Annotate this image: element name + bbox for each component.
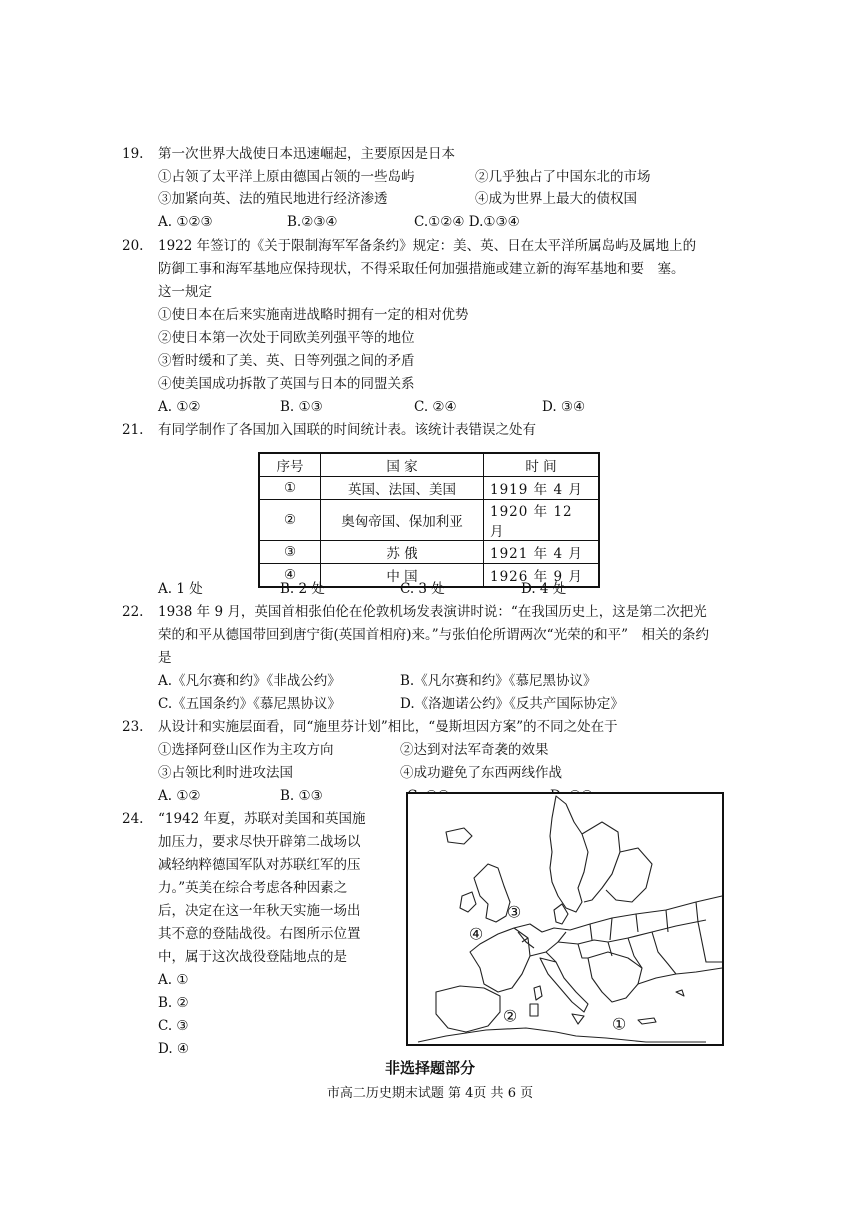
q24-option-a: A. ① bbox=[158, 972, 189, 988]
table-header: 国 家 bbox=[321, 453, 484, 477]
q24-stem-line-3: 减轻纳粹德国军队对苏联红军的压 bbox=[158, 857, 361, 873]
table-row bbox=[259, 500, 599, 541]
q24-stem-line-6: 其不意的登陆战役。右图所示位置 bbox=[158, 926, 361, 942]
table-header: 时 间 bbox=[484, 453, 600, 477]
q20-option-b: B. ①③ bbox=[280, 399, 323, 415]
q22-number: 22. bbox=[122, 604, 144, 620]
q20-stem-line-1: 1922 年签订的《关于限制海军军备条约》规定：美、英、日在太平洋所属岛屿及属地上的 bbox=[158, 238, 697, 254]
q21-number: 21. bbox=[122, 422, 144, 438]
q22-option-b: B.《凡尔赛和约》《慕尼黑协议》 bbox=[400, 673, 597, 689]
table-cell: 奥匈帝国、保加利亚 bbox=[321, 500, 484, 541]
table-cell: 苏 俄 bbox=[321, 541, 484, 564]
map-marker-3: ③ bbox=[506, 902, 522, 922]
q19-statement-4: ④成为世界上最大的债权国 bbox=[475, 191, 637, 207]
q21-option-c: C. 3 处 bbox=[400, 581, 445, 597]
q20-option-d: D. ③④ bbox=[542, 399, 586, 415]
q19-option-b: B.②③④ bbox=[287, 214, 338, 230]
q20-number: 20. bbox=[122, 238, 144, 254]
q20-option-c: C. ②④ bbox=[414, 399, 457, 415]
q20-option-a: A. ①② bbox=[158, 399, 201, 415]
q24-stem-line-4: 力。”英美在综合考虑各种因素之 bbox=[158, 880, 348, 896]
q19-number: 19. bbox=[122, 146, 144, 162]
map-marker-4: ④ bbox=[468, 924, 484, 944]
table-cell: 1921 年 4 月 bbox=[484, 541, 600, 564]
section-title: 非选择题部分 bbox=[384, 1059, 475, 1077]
table-cell: 中 国 bbox=[321, 564, 484, 588]
q20-statement-1: ①使日本在后来实施南进战略时拥有一定的相对优势 bbox=[158, 307, 469, 323]
q22-stem-line-3: 是 bbox=[158, 650, 172, 666]
q23-number: 23. bbox=[122, 719, 144, 735]
table-cell: ① bbox=[259, 477, 321, 500]
table-header: 序号 bbox=[259, 453, 321, 477]
q23-stem: 从设计和实施层面看，同“施里芬计划”相比，“曼斯坦因方案”的不同之处在于 bbox=[158, 719, 618, 735]
q19-statement-2: ②几乎独占了中国东北的市场 bbox=[475, 169, 651, 185]
q24-option-c: C. ③ bbox=[158, 1018, 189, 1034]
q19-option-cd: C.①②④ D.①③④ bbox=[414, 214, 520, 230]
q22-stem-line-2: 荣的和平从德国带回到唐宁街(英国首相府)来。”与张伯伦所谓两次“光荣的和平” 相关的条约 bbox=[158, 627, 709, 643]
q23-statement-1: ①选择阿登山区作为主攻方向 bbox=[158, 742, 334, 758]
q23-option-a: A. ①② bbox=[158, 788, 201, 804]
q24-option-d: D. ④ bbox=[158, 1041, 190, 1057]
q22-option-a: A.《凡尔赛和约》《非战公约》 bbox=[158, 673, 341, 689]
q24-stem-line-5: 后，决定在这一年秋天实施一场出 bbox=[158, 903, 361, 919]
map-marker-1: ① bbox=[611, 1014, 627, 1034]
table-row bbox=[259, 477, 599, 500]
table-cell: ② bbox=[259, 500, 321, 541]
q24-stem-line-2: 加压力，要求尽快开辟第二战场以 bbox=[158, 834, 361, 850]
q24-option-b: B. ② bbox=[158, 995, 189, 1011]
q21-option-d: D. 4 处 bbox=[521, 581, 567, 597]
q21-option-a: A. 1 处 bbox=[158, 581, 203, 597]
q23-statement-3: ③占领比利时进攻法国 bbox=[158, 765, 293, 781]
table-row bbox=[259, 541, 599, 564]
q21-option-b: B. 2 处 bbox=[280, 581, 325, 597]
q20-stem-line-3: 这一规定 bbox=[158, 284, 212, 300]
q21-stem: 有同学制作了各国加入国联的时间统计表。该统计表错误之处有 bbox=[158, 422, 536, 438]
q19-statement-1: ①占领了太平洋上原由德国占领的一些岛屿 bbox=[158, 169, 415, 185]
table-cell: ③ bbox=[259, 541, 321, 564]
q20-statement-2: ②使日本第一次处于同欧美列强平等的地位 bbox=[158, 330, 415, 346]
q22-option-d: D.《洛迦诺公约》《反共产国际协定》 bbox=[400, 696, 624, 712]
table-header-row bbox=[259, 453, 599, 477]
q24-stem-line-7: 中，属于这次战役登陆地点的是 bbox=[158, 949, 347, 965]
q20-statement-4: ④使美国成功拆散了英国与日本的同盟关系 bbox=[158, 376, 415, 392]
league-membership-table bbox=[258, 452, 600, 588]
table-cell: 1920 年 12 月 bbox=[484, 500, 600, 541]
q22-stem-line-1: 1938 年 9 月，英国首相张伯伦在伦敦机场发表演讲时说：“在我国历史上，这是第二次把光 bbox=[158, 604, 707, 620]
map-marker-2: ② bbox=[502, 1006, 518, 1026]
q24-number: 24. bbox=[122, 811, 144, 827]
q20-statement-3: ③暂时缓和了美、英、日等列强之间的矛盾 bbox=[158, 353, 415, 369]
q22-option-c: C.《五国条约》《慕尼黑协议》 bbox=[158, 696, 341, 712]
q23-option-b: B. ①③ bbox=[280, 788, 323, 804]
table-cell: 英国、法国、美国 bbox=[321, 477, 484, 500]
q19-stem: 第一次世界大战使日本迅速崛起，主要原因是日本 bbox=[158, 146, 455, 162]
q19-statement-3: ③加紧向英、法的殖民地进行经济渗透 bbox=[158, 191, 388, 207]
page-footer: 市高二历史期末试题 第 4页 共 6 页 bbox=[326, 1086, 534, 1101]
table-cell: ④ bbox=[259, 564, 321, 588]
q24-stem-line-1: “1942 年夏，苏联对美国和英国施 bbox=[158, 811, 366, 827]
europe-map bbox=[406, 792, 724, 1046]
q23-statement-4: ④成功避免了东西两线作战 bbox=[400, 765, 562, 781]
q20-stem-line-2: 防御工事和海军基地应保持现状，不得采取任何加强措施或建立新的海军基地和要 塞。 bbox=[158, 261, 685, 277]
q19-option-a: A. ①②③ bbox=[158, 214, 213, 230]
table-cell: 1919 年 4 月 bbox=[484, 477, 600, 500]
table-cell: 1926 年 9 月 bbox=[484, 564, 600, 588]
q23-statement-2: ②达到对法军奇袭的效果 bbox=[400, 742, 549, 758]
